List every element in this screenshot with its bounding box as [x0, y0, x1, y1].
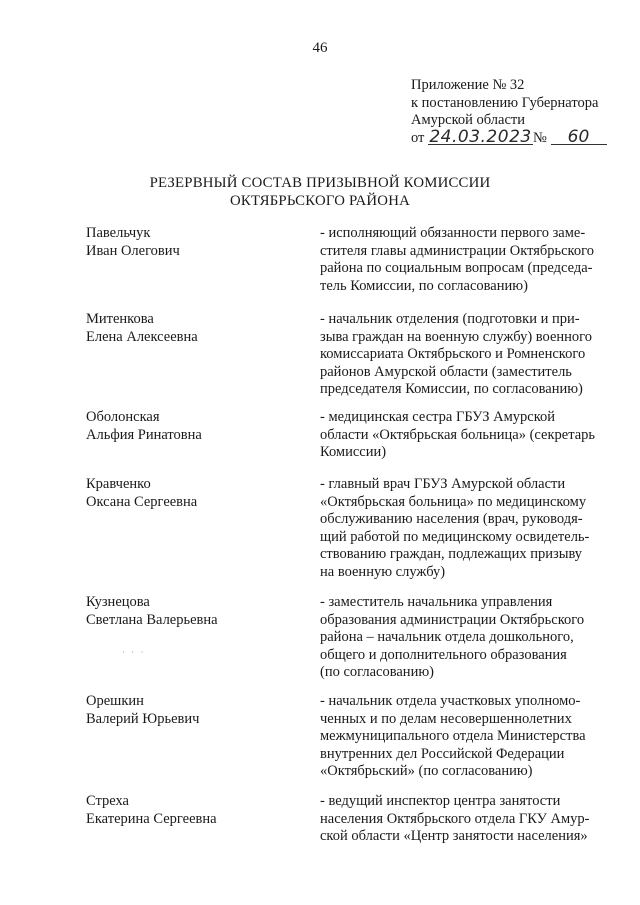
- role-line: ствованию граждан, подлежащих призыву: [320, 546, 583, 562]
- handwritten-number: 60: [551, 130, 607, 145]
- member-name: [86, 409, 296, 444]
- role-line: - главный врач ГБУЗ Амурской области: [320, 476, 566, 492]
- member-given-name: Альфия Ринатовна: [86, 426, 202, 443]
- role-line: - медицинская сестра ГБУЗ Амурской: [320, 409, 556, 425]
- member-surname: Павельчук: [86, 225, 151, 241]
- role-line: (по согласованию): [320, 664, 434, 680]
- appendix-date-line: [411, 126, 626, 148]
- member-name: [86, 476, 296, 511]
- appendix-region: Амурской области: [411, 112, 525, 128]
- role-line: - ведущий инспектор центра занятости: [320, 793, 561, 809]
- page-number: 46: [312, 40, 328, 56]
- scan-artifact: · · ·: [122, 647, 146, 657]
- member-role: [320, 409, 598, 462]
- role-line: зыва граждан на военную службу) военного: [320, 328, 592, 345]
- member-role: [320, 225, 598, 295]
- member-role: [320, 594, 598, 682]
- role-line: - исполняющий обязанности первого заме-: [320, 225, 586, 241]
- member-given-name: Светлана Валерьевна: [86, 611, 218, 628]
- member-surname: Оболонская: [86, 409, 160, 425]
- document-heading: [0, 175, 640, 210]
- member-given-name: Елена Алексеевна: [86, 328, 198, 345]
- role-line: общего и дополнительного образования: [320, 646, 567, 663]
- role-line: - заместитель начальника управления: [320, 594, 553, 610]
- heading-line-1: РЕЗЕРВНЫЙ СОСТАВ ПРИЗЫВНОЙ КОМИССИИ: [149, 175, 491, 191]
- from-label: от: [411, 129, 425, 146]
- role-line: ской области «Центр занятости населения»: [320, 828, 588, 844]
- role-line: Комиссии): [320, 444, 387, 460]
- role-line: районов Амурской области (заместитель: [320, 363, 572, 380]
- role-line: стителя главы администрации Октябрьского: [320, 242, 594, 259]
- member-surname: Кравченко: [86, 476, 151, 492]
- role-line: области «Октябрьская больница» (секретарь: [320, 426, 596, 443]
- heading-line-2: ОКТЯБРЬСКОГО РАЙОНА: [230, 192, 410, 209]
- role-line: района – начальник отдела дошкольного,: [320, 629, 574, 645]
- member-given-name: Оксана Сергеевна: [86, 493, 198, 510]
- role-line: «Октябрьская больница» по медицинскому: [320, 493, 587, 510]
- member-name: [86, 594, 296, 629]
- role-line: щий работой по медицинскому освидетель-: [320, 528, 590, 545]
- role-line: населения Октябрьского отдела ГКУ Амур-: [320, 810, 590, 827]
- member-surname: Кузнецова: [86, 594, 150, 610]
- role-line: комиссариата Октябрьского и Ромненского: [320, 346, 586, 362]
- appendix-title: Приложение № 32: [411, 77, 525, 93]
- member-role: [320, 311, 598, 399]
- role-line: обслуживанию населения (врач, руководя-: [320, 511, 583, 527]
- role-line: внутренних дел Российской Федерации: [320, 745, 565, 762]
- member-role: [320, 793, 598, 846]
- member-given-name: Иван Олегович: [86, 242, 180, 259]
- handwritten-date: 24.03.2023: [429, 126, 532, 147]
- member-surname: Митенкова: [86, 311, 154, 327]
- role-line: председателя Комиссии, по согласованию): [320, 381, 583, 397]
- role-line: ченных и по делам несовершеннолетних: [320, 710, 572, 727]
- role-line: тель Комиссии, по согласованию): [320, 277, 528, 294]
- appendix-block: [411, 77, 626, 147]
- role-line: образования администрации Октябрьского: [320, 611, 585, 628]
- member-role: [320, 476, 598, 581]
- member-given-name: Екатерина Сергеевна: [86, 810, 217, 827]
- member-name: [86, 793, 296, 828]
- member-name: [86, 225, 296, 260]
- number-label: №: [533, 129, 547, 146]
- member-name: [86, 311, 296, 346]
- role-line: межмуниципального отдела Министерства: [320, 728, 586, 744]
- role-line: «Октябрьский» (по согласованию): [320, 763, 533, 779]
- role-line: - начальник отдела участковых уполномо-: [320, 693, 581, 709]
- role-line: на военную службу): [320, 563, 446, 580]
- member-surname: Орешкин: [86, 693, 144, 709]
- role-line: района по социальным вопросам (председа-: [320, 260, 593, 276]
- member-name: [86, 693, 296, 728]
- appendix-reference: к постановлению Губернатора: [411, 94, 599, 111]
- member-given-name: Валерий Юрьевич: [86, 710, 200, 727]
- member-role: [320, 693, 598, 781]
- role-line: - начальник отделения (подготовки и при-: [320, 311, 580, 327]
- member-surname: Стреха: [86, 793, 129, 809]
